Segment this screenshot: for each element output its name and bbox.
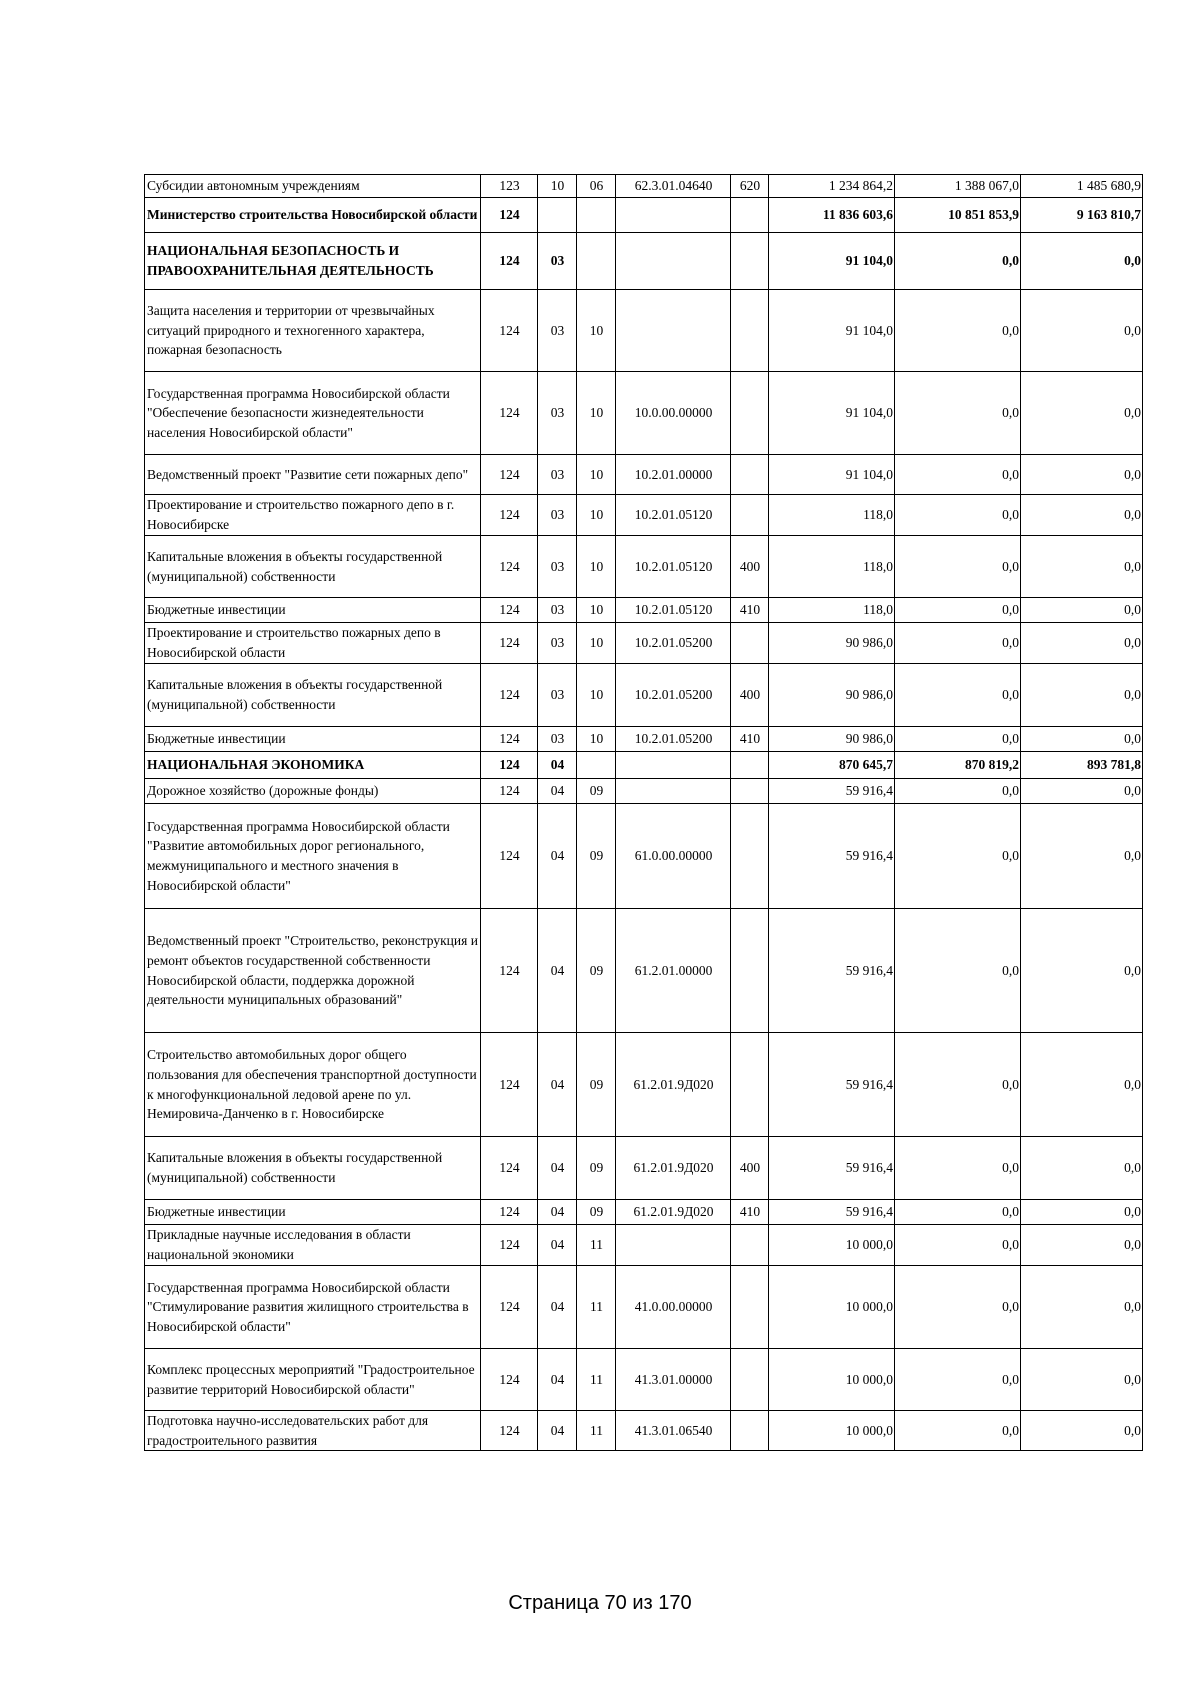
amount-year3-cell: 0,0	[1021, 233, 1143, 290]
amount-year3-cell: 0,0	[1021, 455, 1143, 495]
amount-year1-cell: 59 916,4	[769, 1200, 895, 1225]
row-name-cell: Ведомственный проект "Развитие сети пожарных депо"	[145, 455, 481, 495]
subsection-code-cell: 09	[577, 1033, 616, 1137]
section-code-cell: 04	[538, 1033, 577, 1137]
table-row	[145, 455, 1143, 495]
amount-year2-cell: 10 851 853,9	[895, 198, 1021, 233]
admin-code-cell: 124	[481, 198, 538, 233]
admin-code-cell: 124	[481, 909, 538, 1033]
admin-code-cell: 124	[481, 455, 538, 495]
expense-type-cell: 400	[731, 536, 769, 598]
table-row	[145, 198, 1143, 233]
row-name-cell: Подготовка научно-исследовательских работ для градостроительного развития	[145, 1411, 481, 1451]
amount-year2-cell: 1 388 067,0	[895, 175, 1021, 198]
row-name-cell: Защита населения и территории от чрезвычайных ситуаций природного и техногенного характера, пожарная безопасность	[145, 290, 481, 372]
row-name-cell: Бюджетные инвестиции	[145, 598, 481, 623]
table-row	[145, 623, 1143, 664]
amount-year1-cell: 59 916,4	[769, 779, 895, 804]
subsection-code-cell: 09	[577, 1137, 616, 1200]
section-code-cell: 03	[538, 623, 577, 664]
amount-year1-cell: 91 104,0	[769, 290, 895, 372]
amount-year2-cell: 0,0	[895, 909, 1021, 1033]
section-code-cell: 03	[538, 664, 577, 727]
row-name-cell: Бюджетные инвестиции	[145, 727, 481, 752]
table-row	[145, 1033, 1143, 1137]
target-article-cell: 10.2.01.05200	[616, 664, 731, 727]
expense-type-cell: 410	[731, 727, 769, 752]
expense-type-cell	[731, 1349, 769, 1411]
table-row	[145, 804, 1143, 909]
admin-code-cell: 124	[481, 1200, 538, 1225]
admin-code-cell: 124	[481, 1033, 538, 1137]
amount-year2-cell: 0,0	[895, 727, 1021, 752]
section-code-cell: 03	[538, 727, 577, 752]
target-article-cell: 10.2.01.05200	[616, 727, 731, 752]
amount-year3-cell: 0,0	[1021, 909, 1143, 1033]
amount-year3-cell: 0,0	[1021, 598, 1143, 623]
section-code-cell: 10	[538, 175, 577, 198]
section-code-cell	[538, 198, 577, 233]
subsection-code-cell	[577, 233, 616, 290]
amount-year3-cell: 0,0	[1021, 372, 1143, 455]
amount-year2-cell: 0,0	[895, 804, 1021, 909]
target-article-cell	[616, 1225, 731, 1266]
admin-code-cell: 124	[481, 372, 538, 455]
table-row	[145, 372, 1143, 455]
admin-code-cell: 124	[481, 779, 538, 804]
subsection-code-cell: 11	[577, 1225, 616, 1266]
amount-year1-cell: 10 000,0	[769, 1225, 895, 1266]
amount-year3-cell: 0,0	[1021, 1266, 1143, 1349]
subsection-code-cell: 10	[577, 536, 616, 598]
amount-year2-cell: 0,0	[895, 290, 1021, 372]
amount-year3-cell: 1 485 680,9	[1021, 175, 1143, 198]
target-article-cell: 62.3.01.04640	[616, 175, 731, 198]
admin-code-cell: 124	[481, 664, 538, 727]
subsection-code-cell: 10	[577, 455, 616, 495]
section-code-cell: 04	[538, 779, 577, 804]
expense-type-cell: 620	[731, 175, 769, 198]
amount-year3-cell: 0,0	[1021, 1033, 1143, 1137]
table-row	[145, 495, 1143, 536]
table-row	[145, 1266, 1143, 1349]
target-article-cell	[616, 198, 731, 233]
expense-type-cell	[731, 233, 769, 290]
subsection-code-cell: 09	[577, 909, 616, 1033]
target-article-cell: 41.3.01.00000	[616, 1349, 731, 1411]
expense-type-cell	[731, 372, 769, 455]
admin-code-cell: 124	[481, 495, 538, 536]
section-code-cell: 04	[538, 1266, 577, 1349]
section-code-cell: 03	[538, 598, 577, 623]
subsection-code-cell: 11	[577, 1349, 616, 1411]
expense-type-cell	[731, 779, 769, 804]
amount-year3-cell: 0,0	[1021, 664, 1143, 727]
target-article-cell: 61.0.00.00000	[616, 804, 731, 909]
expense-type-cell	[731, 1411, 769, 1451]
target-article-cell: 41.0.00.00000	[616, 1266, 731, 1349]
page-number: Страница 70 из 170	[508, 1592, 692, 1614]
section-code-cell: 04	[538, 1137, 577, 1200]
target-article-cell: 10.2.01.05120	[616, 536, 731, 598]
subsection-code-cell: 09	[577, 1200, 616, 1225]
amount-year2-cell: 0,0	[895, 1411, 1021, 1451]
row-name-cell: Ведомственный проект "Строительство, реконструкция и ремонт объектов государственной собственности Новосибирской области, поддержка дорожной деятельности муниципальных образований"	[145, 909, 481, 1033]
amount-year3-cell: 0,0	[1021, 495, 1143, 536]
amount-year2-cell: 870 819,2	[895, 752, 1021, 779]
admin-code-cell: 124	[481, 752, 538, 779]
amount-year3-cell: 0,0	[1021, 1225, 1143, 1266]
row-name-cell: Капитальные вложения в объекты государственной (муниципальной) собственности	[145, 664, 481, 727]
admin-code-cell: 124	[481, 1411, 538, 1451]
table-row	[145, 1225, 1143, 1266]
amount-year1-cell: 10 000,0	[769, 1266, 895, 1349]
expense-type-cell: 410	[731, 1200, 769, 1225]
amount-year2-cell: 0,0	[895, 233, 1021, 290]
admin-code-cell: 123	[481, 175, 538, 198]
subsection-code-cell: 10	[577, 727, 616, 752]
target-article-cell	[616, 233, 731, 290]
target-article-cell: 41.3.01.06540	[616, 1411, 731, 1451]
subsection-code-cell	[577, 198, 616, 233]
subsection-code-cell: 11	[577, 1266, 616, 1349]
section-code-cell: 04	[538, 1225, 577, 1266]
subsection-code-cell: 10	[577, 623, 616, 664]
amount-year1-cell: 91 104,0	[769, 233, 895, 290]
amount-year2-cell: 0,0	[895, 1033, 1021, 1137]
expense-type-cell	[731, 495, 769, 536]
amount-year3-cell: 0,0	[1021, 1200, 1143, 1225]
table-row	[145, 727, 1143, 752]
section-code-cell: 03	[538, 372, 577, 455]
section-code-cell: 03	[538, 536, 577, 598]
row-name-cell: Капитальные вложения в объекты государственной (муниципальной) собственности	[145, 536, 481, 598]
amount-year3-cell: 0,0	[1021, 623, 1143, 664]
row-name-cell: Проектирование и строительство пожарного депо в г. Новосибирске	[145, 495, 481, 536]
amount-year2-cell: 0,0	[895, 455, 1021, 495]
admin-code-cell: 124	[481, 536, 538, 598]
table-row	[145, 1349, 1143, 1411]
amount-year3-cell: 9 163 810,7	[1021, 198, 1143, 233]
amount-year2-cell: 0,0	[895, 372, 1021, 455]
target-article-cell: 10.2.01.05200	[616, 623, 731, 664]
amount-year2-cell: 0,0	[895, 1137, 1021, 1200]
amount-year1-cell: 10 000,0	[769, 1411, 895, 1451]
admin-code-cell: 124	[481, 623, 538, 664]
amount-year3-cell: 0,0	[1021, 1349, 1143, 1411]
target-article-cell	[616, 752, 731, 779]
admin-code-cell: 124	[481, 1349, 538, 1411]
amount-year3-cell: 893 781,8	[1021, 752, 1143, 779]
section-code-cell: 04	[538, 1411, 577, 1451]
expense-type-cell	[731, 1033, 769, 1137]
expense-type-cell	[731, 455, 769, 495]
amount-year2-cell: 0,0	[895, 623, 1021, 664]
expense-type-cell: 400	[731, 1137, 769, 1200]
subsection-code-cell: 11	[577, 1411, 616, 1451]
amount-year2-cell: 0,0	[895, 779, 1021, 804]
amount-year3-cell: 0,0	[1021, 290, 1143, 372]
table-row	[145, 779, 1143, 804]
admin-code-cell: 124	[481, 727, 538, 752]
amount-year1-cell: 59 916,4	[769, 1033, 895, 1137]
subsection-code-cell: 09	[577, 779, 616, 804]
amount-year2-cell: 0,0	[895, 664, 1021, 727]
amount-year1-cell: 90 986,0	[769, 664, 895, 727]
target-article-cell: 61.2.01.9Д020	[616, 1137, 731, 1200]
row-name-cell: Государственная программа Новосибирской области "Стимулирование развития жилищного строительства в Новосибирской области"	[145, 1266, 481, 1349]
amount-year3-cell: 0,0	[1021, 779, 1143, 804]
amount-year1-cell: 59 916,4	[769, 1137, 895, 1200]
section-code-cell: 04	[538, 804, 577, 909]
expense-type-cell	[731, 290, 769, 372]
target-article-cell: 10.0.00.00000	[616, 372, 731, 455]
amount-year2-cell: 0,0	[895, 495, 1021, 536]
target-article-cell: 61.2.01.00000	[616, 909, 731, 1033]
amount-year1-cell: 118,0	[769, 536, 895, 598]
section-code-cell: 03	[538, 233, 577, 290]
target-article-cell	[616, 290, 731, 372]
amount-year1-cell: 59 916,4	[769, 909, 895, 1033]
admin-code-cell: 124	[481, 804, 538, 909]
amount-year3-cell: 0,0	[1021, 1411, 1143, 1451]
budget-table	[144, 174, 1143, 1451]
subsection-code-cell: 09	[577, 804, 616, 909]
expense-type-cell	[731, 752, 769, 779]
table-row	[145, 1411, 1143, 1451]
amount-year1-cell: 11 836 603,6	[769, 198, 895, 233]
row-name-cell: Капитальные вложения в объекты государственной (муниципальной) собственности	[145, 1137, 481, 1200]
row-name-cell: Строительство автомобильных дорог общего пользования для обеспечения транспортной доступности к многофункциональной ледовой арене по ул. Немировича-Данченко в г. Новосибирске	[145, 1033, 481, 1137]
admin-code-cell: 124	[481, 290, 538, 372]
row-name-cell: Министерство строительства Новосибирской области	[145, 198, 481, 233]
target-article-cell	[616, 779, 731, 804]
row-name-cell: Государственная программа Новосибирской области "Обеспечение безопасности жизнедеятельности населения Новосибирской области"	[145, 372, 481, 455]
section-code-cell: 04	[538, 1349, 577, 1411]
table-row	[145, 1200, 1143, 1225]
amount-year1-cell: 870 645,7	[769, 752, 895, 779]
amount-year1-cell: 91 104,0	[769, 455, 895, 495]
row-name-cell: Проектирование и строительство пожарных депо в Новосибирской области	[145, 623, 481, 664]
section-code-cell: 04	[538, 909, 577, 1033]
expense-type-cell	[731, 909, 769, 1033]
expense-type-cell	[731, 804, 769, 909]
target-article-cell: 61.2.01.9Д020	[616, 1033, 731, 1137]
section-code-cell: 03	[538, 455, 577, 495]
table-row	[145, 233, 1143, 290]
subsection-code-cell: 06	[577, 175, 616, 198]
row-name-cell: Субсидии автономным учреждениям	[145, 175, 481, 198]
subsection-code-cell: 10	[577, 598, 616, 623]
section-code-cell: 03	[538, 495, 577, 536]
row-name-cell: НАЦИОНАЛЬНАЯ ЭКОНОМИКА	[145, 752, 481, 779]
subsection-code-cell	[577, 752, 616, 779]
section-code-cell: 03	[538, 290, 577, 372]
amount-year2-cell: 0,0	[895, 1266, 1021, 1349]
table-row	[145, 536, 1143, 598]
amount-year3-cell: 0,0	[1021, 536, 1143, 598]
amount-year2-cell: 0,0	[895, 1200, 1021, 1225]
table-row	[145, 752, 1143, 779]
subsection-code-cell: 10	[577, 290, 616, 372]
row-name-cell: НАЦИОНАЛЬНАЯ БЕЗОПАСНОСТЬ И ПРАВООХРАНИТЕЛЬНАЯ ДЕЯТЕЛЬНОСТЬ	[145, 233, 481, 290]
expense-type-cell	[731, 198, 769, 233]
admin-code-cell: 124	[481, 1225, 538, 1266]
target-article-cell: 10.2.01.00000	[616, 455, 731, 495]
subsection-code-cell: 10	[577, 664, 616, 727]
amount-year3-cell: 0,0	[1021, 727, 1143, 752]
row-name-cell: Государственная программа Новосибирской области "Развитие автомобильных дорог регионального, межмуниципального и местного значения в Новосибирской области"	[145, 804, 481, 909]
amount-year1-cell: 10 000,0	[769, 1349, 895, 1411]
subsection-code-cell: 10	[577, 372, 616, 455]
expense-type-cell	[731, 1225, 769, 1266]
amount-year2-cell: 0,0	[895, 1349, 1021, 1411]
subsection-code-cell: 10	[577, 495, 616, 536]
amount-year3-cell: 0,0	[1021, 1137, 1143, 1200]
amount-year1-cell: 90 986,0	[769, 727, 895, 752]
admin-code-cell: 124	[481, 233, 538, 290]
amount-year1-cell: 59 916,4	[769, 804, 895, 909]
section-code-cell: 04	[538, 752, 577, 779]
table-row	[145, 909, 1143, 1033]
expense-type-cell: 410	[731, 598, 769, 623]
amount-year1-cell: 1 234 864,2	[769, 175, 895, 198]
amount-year2-cell: 0,0	[895, 1225, 1021, 1266]
table-row	[145, 290, 1143, 372]
admin-code-cell: 124	[481, 1266, 538, 1349]
amount-year1-cell: 91 104,0	[769, 372, 895, 455]
table-body	[145, 175, 1143, 1451]
row-name-cell: Дорожное хозяйство (дорожные фонды)	[145, 779, 481, 804]
amount-year1-cell: 90 986,0	[769, 623, 895, 664]
target-article-cell: 61.2.01.9Д020	[616, 1200, 731, 1225]
table-row	[145, 598, 1143, 623]
expense-type-cell	[731, 1266, 769, 1349]
target-article-cell: 10.2.01.05120	[616, 495, 731, 536]
row-name-cell: Прикладные научные исследования в области национальной экономики	[145, 1225, 481, 1266]
table-row	[145, 1137, 1143, 1200]
admin-code-cell: 124	[481, 1137, 538, 1200]
amount-year3-cell: 0,0	[1021, 804, 1143, 909]
section-code-cell: 04	[538, 1200, 577, 1225]
row-name-cell: Бюджетные инвестиции	[145, 1200, 481, 1225]
amount-year1-cell: 118,0	[769, 495, 895, 536]
target-article-cell: 10.2.01.05120	[616, 598, 731, 623]
table-row	[145, 175, 1143, 198]
amount-year2-cell: 0,0	[895, 598, 1021, 623]
amount-year2-cell: 0,0	[895, 536, 1021, 598]
table-row	[145, 664, 1143, 727]
admin-code-cell: 124	[481, 598, 538, 623]
expense-type-cell: 400	[731, 664, 769, 727]
amount-year1-cell: 118,0	[769, 598, 895, 623]
row-name-cell: Комплекс процессных мероприятий "Градостроительное развитие территорий Новосибирской области"	[145, 1349, 481, 1411]
expense-type-cell	[731, 623, 769, 664]
